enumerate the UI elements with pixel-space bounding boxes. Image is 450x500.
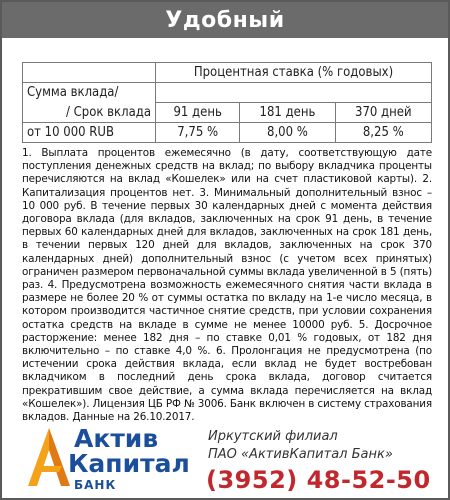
table-corner bbox=[23, 63, 156, 83]
branch-line2: ПАО «АктивКапитал Банк» bbox=[208, 447, 393, 462]
logo-line2: Капитал bbox=[68, 449, 190, 478]
rate-91: 7,75 % bbox=[156, 123, 240, 143]
amount-cell: от 10 000 RUB bbox=[23, 123, 156, 143]
logo-bank-label: БАНК bbox=[74, 478, 117, 492]
table-row bbox=[23, 103, 432, 123]
term-91: 91 день bbox=[156, 103, 240, 123]
table-row bbox=[23, 123, 432, 143]
rate-181: 8,00 % bbox=[240, 123, 335, 143]
term-181: 181 день bbox=[240, 103, 335, 123]
logo-line1: Актив bbox=[74, 424, 159, 453]
rates-table bbox=[22, 62, 432, 143]
rate-370: 8,25 % bbox=[335, 123, 431, 143]
arrow-a-icon bbox=[26, 426, 72, 490]
table-row bbox=[23, 83, 432, 103]
page-title: Удобный bbox=[2, 2, 448, 38]
branch-info bbox=[208, 428, 393, 464]
term-370: 370 дней bbox=[335, 103, 431, 123]
row-header-line1: Сумма вклада/ bbox=[23, 83, 156, 103]
branch-line1: Иркутский филиал bbox=[208, 429, 338, 444]
terms-notes: 1. Выплата процентов ежемесячно (в дату, соответствующую дате поступления денежных средств на вклад; по выбору вкладчика проценты перечисляются на вклад «Кошелек» или на счет пластиковой карты). 2. Капитализация процентов нет. 3. Минимальный дополнительный взнос – 10 000 руб. В течение первых 30 календарных дней с момента действия договора вклада (для вкладов, заключенных на срок 91 день, в течение первых 60 календарных дней для вкладов, заключенных на срок 181 день, в течении первых 120 дней для вкладов, заключенных на срок 370 календарных дней) дополнительный взнос (с учетом всех принятых) ограничен размером первоначальной суммы вклада увеличенной в 5 (пять) раз. 4. Предусмотрена возможность ежемесячного снятия части вклада в размере не более 20 % от суммы остатка по вкладу на 1-е число месяца, в котором производится частичное снятие средств, при условии сохранения остатка средств на вкладе в сумме не менее 10000 руб. 5. Досрочное расторжение: менее 182 дня – по ставке 0,01 % годовых, от 182 дня включительно – по ставке 4,0 %. 6. Пролонгация не предусмотрена (по истечении срока действия вклада, если вклад не будет востребован вкладчиком в последний день срока вклада, договор считается прекратившим свое действие, а сумма вклада перечисляется на вклад «Кошелек»). Лицензия ЦБ РФ № 3006. Банк включен в систему страхования вкладов. Данные на 26.10.2017. bbox=[22, 147, 432, 424]
bank-logo bbox=[26, 426, 196, 496]
phone-number[interactable]: (3952) 48-52-50 bbox=[206, 466, 431, 494]
table-caption: Процентная ставка (% годовых) bbox=[156, 63, 432, 83]
table-row bbox=[23, 63, 432, 83]
row-header-line2: / Срок вклада bbox=[23, 103, 156, 123]
table-spacer bbox=[156, 83, 432, 103]
